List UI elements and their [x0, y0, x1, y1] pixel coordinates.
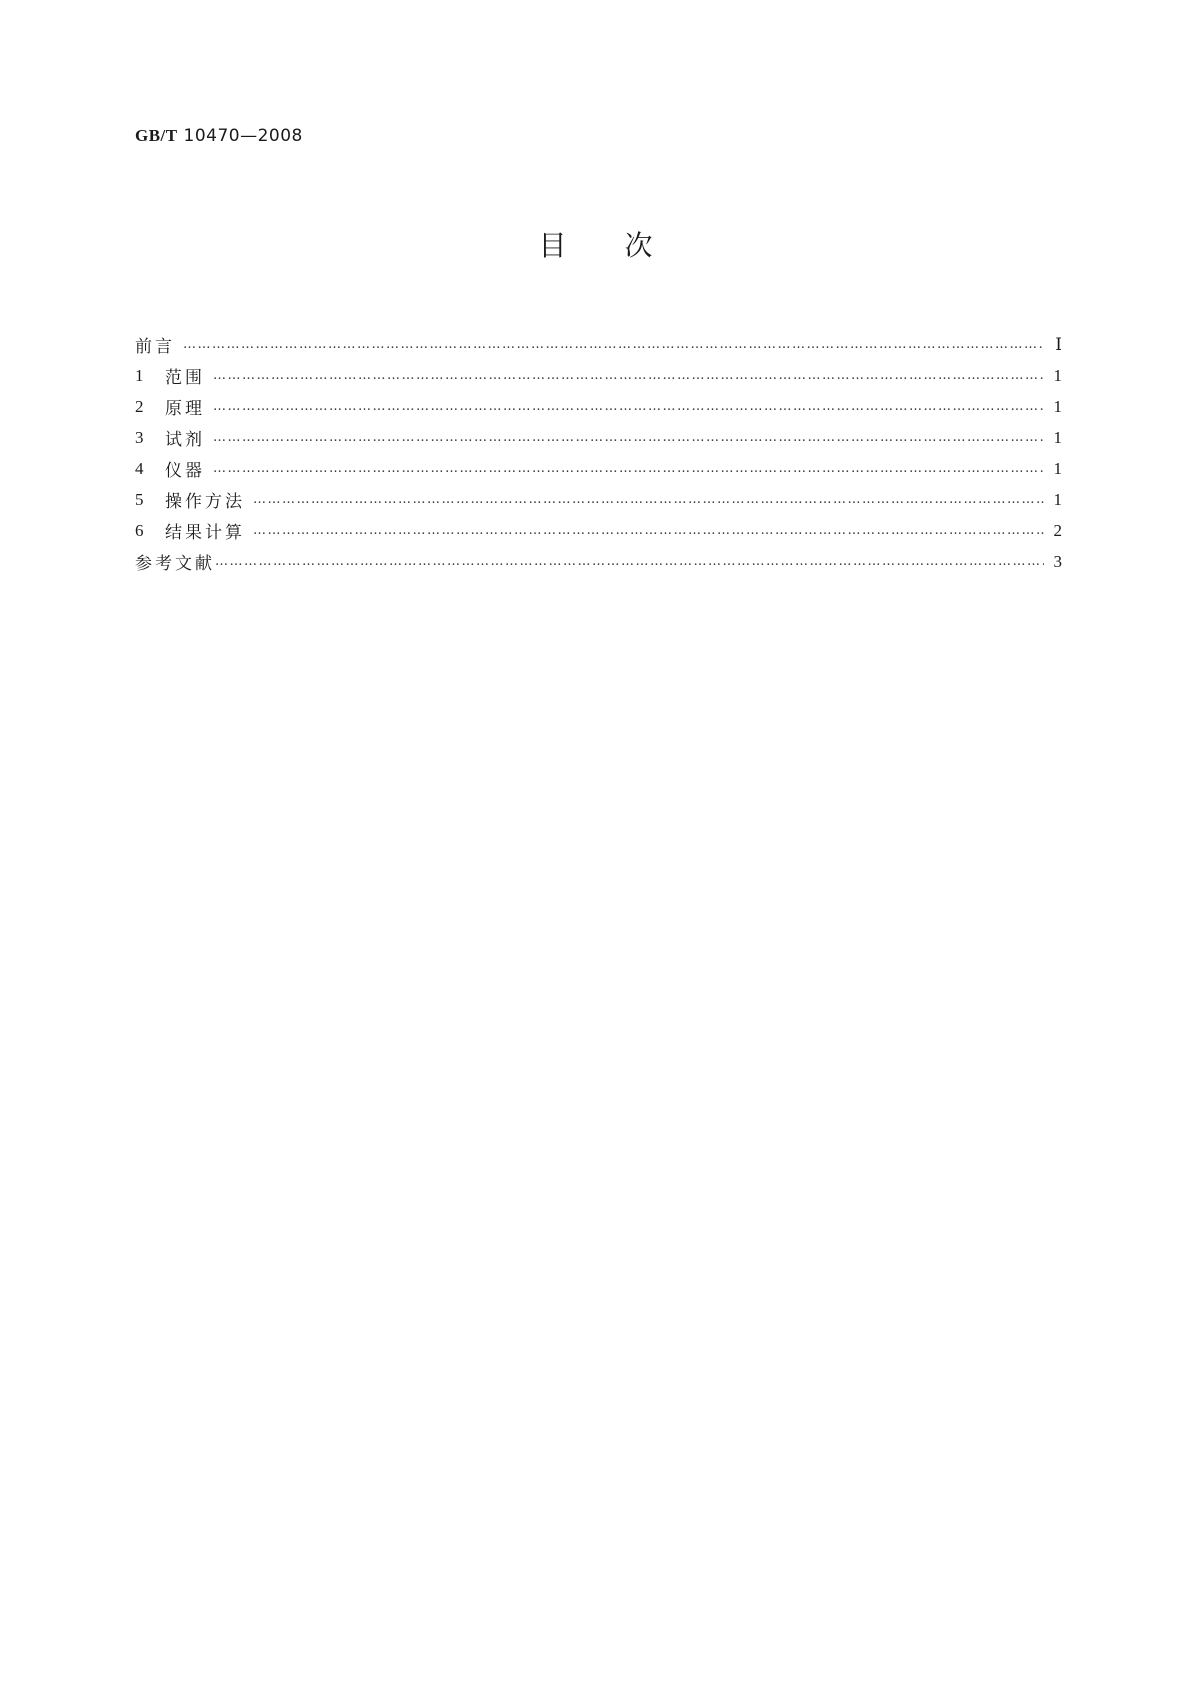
toc-entry-label: 仪器 [165, 461, 205, 481]
standard-code [135, 126, 303, 146]
toc-entry-page: 2 [1053, 520, 1062, 540]
toc-entry-foreword[interactable] [135, 329, 1062, 360]
toc-entry-label: 结果计算 [165, 523, 245, 543]
toc-entry-number: 5 [135, 489, 144, 509]
toc-entry-page: 1 [1053, 458, 1062, 478]
toc-entry-number: 1 [135, 365, 144, 385]
toc-entry-principle[interactable] [135, 391, 1062, 422]
toc-entry-procedure[interactable] [135, 484, 1062, 515]
toc-entry-number: 3 [135, 427, 144, 447]
page-title [0, 228, 1191, 264]
toc-leader-dots [213, 453, 1044, 484]
toc-entry-label: 范围 [165, 368, 205, 388]
toc-leader-dots [213, 360, 1044, 391]
toc-entry-label: 试剂 [165, 430, 205, 450]
toc-entry-number: 6 [135, 520, 144, 540]
table-of-contents [135, 329, 1062, 577]
toc-entry-label: 前言 [135, 337, 175, 357]
toc-entry-page: 1 [1053, 396, 1062, 416]
toc-leader-dots [183, 329, 1044, 360]
toc-entry-page: 3 [1053, 551, 1062, 571]
standard-prefix: GB/T [135, 126, 178, 145]
toc-entry-apparatus[interactable] [135, 453, 1062, 484]
toc-entry-page: 1 [1053, 365, 1062, 385]
toc-entry-scope[interactable] [135, 360, 1062, 391]
toc-entry-reagents[interactable] [135, 422, 1062, 453]
toc-entry-label: 参考文献 [135, 554, 215, 574]
toc-entry-page: 1 [1053, 427, 1062, 447]
toc-leader-dots [213, 422, 1044, 453]
standard-number: 10470—2008 [183, 126, 303, 146]
toc-entry-page: Ⅰ [1055, 334, 1062, 354]
page-title-char-2: 次 [624, 229, 653, 262]
toc-entry-references[interactable] [135, 546, 1062, 577]
toc-entry-page: 1 [1053, 489, 1062, 509]
toc-entry-calculation[interactable] [135, 515, 1062, 546]
toc-leader-dots [215, 546, 1044, 577]
toc-entry-label: 原理 [165, 399, 205, 419]
toc-entry-number: 2 [135, 396, 144, 416]
toc-leader-dots [253, 484, 1044, 515]
toc-entry-number: 4 [135, 458, 144, 478]
page-title-char-1: 目 [538, 229, 567, 262]
toc-entry-label: 操作方法 [165, 492, 245, 512]
toc-leader-dots [213, 391, 1044, 422]
toc-leader-dots [253, 515, 1044, 546]
